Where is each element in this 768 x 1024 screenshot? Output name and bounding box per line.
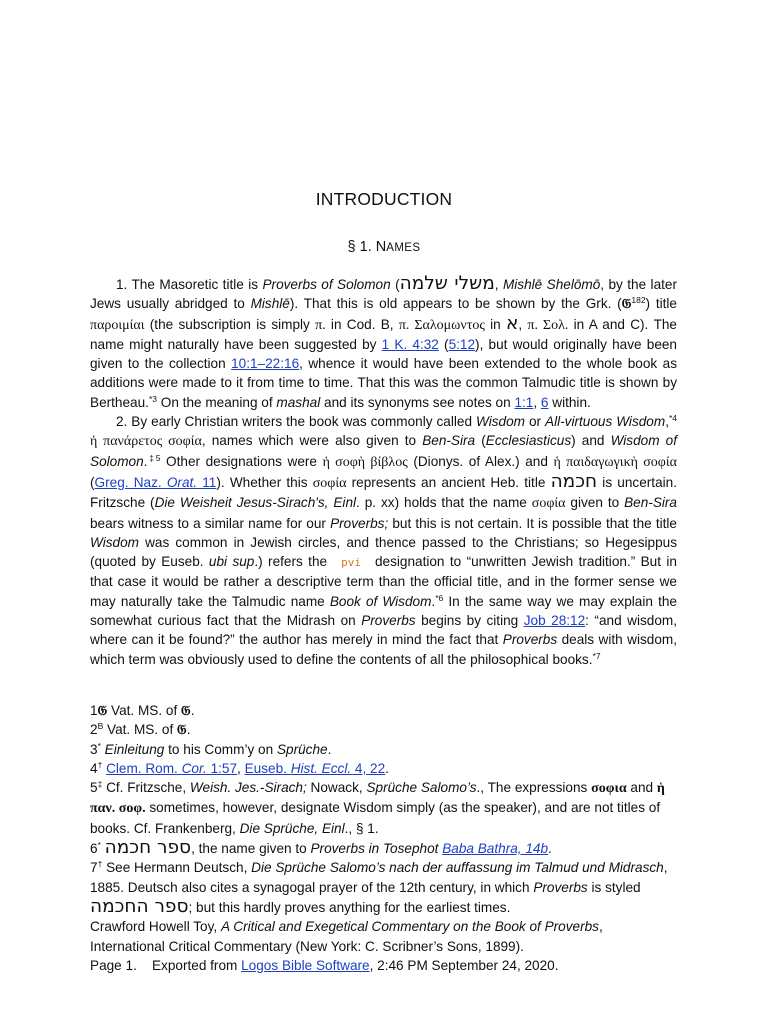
- footnote-number: 7: [90, 860, 98, 876]
- text: given to: [565, 495, 625, 511]
- text: .: [143, 453, 148, 469]
- text: , by the later Jews usually abridged to: [90, 277, 678, 312]
- greek-bold-text: ἡ παν. σοφ.: [90, 781, 665, 817]
- greek-text: ἡ σοφὴ βίβλος: [322, 454, 408, 470]
- footnote-number: 5: [90, 780, 98, 796]
- greek-text: π. Σαλομωντος: [398, 317, 485, 333]
- unrendered-glyph-marker: pvi: [341, 556, 361, 570]
- italic-text: Proverbs of Solomon: [262, 277, 391, 292]
- text: sometimes, however, designate Wisdom simply (as the speaker), and are not titles of books. Cf. Frankenberg,: [90, 800, 661, 836]
- footnote-marker: *3: [148, 393, 157, 404]
- paragraph-2: [90, 412, 677, 669]
- text: Crawford Howell Toy,: [90, 919, 221, 935]
- italic-text: Weish. Jes.-Sirach;: [189, 780, 307, 796]
- section-number: § 1.: [347, 239, 372, 255]
- link-italic-text: Baba Bathra, 14b: [442, 841, 549, 857]
- text: in A and C). The name might naturally have been suggested by: [90, 316, 677, 352]
- text: (the subscription is simply: [144, 316, 316, 332]
- scripture-link[interactable]: 6: [540, 394, 549, 410]
- text: Vat. MS. of: [103, 722, 178, 738]
- text: ,: [665, 414, 669, 430]
- link-italic-text: Cor.: [181, 760, 207, 776]
- text: Vat. MS. of: [107, 703, 182, 718]
- text: : “and wisdom, where can it be found?” the author has merely in mind the fact that: [90, 613, 677, 648]
- footnote-number: 6: [90, 841, 98, 857]
- text: , 1885. Deutsch also cites a synagogal prayer of the 12th century, in which: [90, 860, 668, 895]
- link-text: 1:57: [206, 760, 238, 776]
- greek-text: παροιμίαι: [90, 317, 145, 333]
- superscript: †: [97, 859, 103, 870]
- section-name-initial: N: [375, 239, 387, 255]
- italic-text: Proverbs: [533, 879, 588, 895]
- text: begins by citing: [415, 613, 524, 629]
- text: Nowack,: [306, 780, 367, 796]
- text: , 2:46 PM September 24, 2020.: [369, 957, 559, 973]
- footnote-marker: *4: [668, 413, 678, 424]
- footnote-number: 3: [90, 741, 98, 757]
- greek-text: π.: [315, 317, 326, 333]
- septuagint-symbol: 𝔊: [181, 703, 191, 718]
- text: .: [385, 760, 389, 776]
- text: represents an ancient Heb. title: [346, 474, 551, 490]
- septuagint-symbol: 𝔊: [97, 703, 108, 718]
- text: in Cod. B,: [325, 316, 399, 332]
- italic-text: Ecclesiasticus: [485, 433, 572, 449]
- text: On the meaning of: [157, 394, 277, 410]
- text: ,: [494, 277, 503, 292]
- superscript: 182: [631, 295, 646, 306]
- footnote-number: 2: [90, 722, 98, 738]
- hebrew-text: משלי שלמה: [399, 273, 495, 294]
- superscript: †: [97, 759, 103, 770]
- footnote-1: [90, 701, 677, 720]
- link-text: Clem. Rom.: [106, 760, 182, 776]
- text: is uncertain. Fritzsche (: [90, 474, 677, 511]
- septuagint-symbol: 𝔊: [621, 296, 632, 312]
- italic-text: Ben-Sira: [422, 433, 476, 449]
- text: .: [327, 741, 332, 757]
- logos-link[interactable]: Logos Bible Software: [241, 957, 370, 973]
- text: but this is not certain. It is possible that the title: [388, 515, 677, 531]
- text: ,: [518, 316, 528, 332]
- footnote-marker: ‡5: [147, 452, 161, 463]
- scripture-link[interactable]: 1 K. 4:32: [381, 336, 439, 352]
- italic-text: mashal: [276, 394, 321, 410]
- text: and: [626, 780, 657, 796]
- text: (: [475, 433, 486, 449]
- text: .) refers the: [254, 554, 328, 570]
- page-title: INTRODUCTION: [315, 189, 453, 209]
- text: ,: [533, 394, 541, 410]
- text: , International Critical Commentary (New York: C. Scribner’s Sons, 1899).: [90, 919, 603, 954]
- hebrew-text: ספר חכמה: [104, 837, 192, 859]
- text: or: [524, 414, 546, 430]
- italic-text: Sprüche: [276, 741, 328, 757]
- link-italic-text: Orat.: [166, 474, 198, 490]
- hebrew-text: ספר החכמה: [90, 895, 189, 917]
- footnote-7: [90, 858, 677, 917]
- italic-text: Proverbs: [502, 632, 558, 648]
- reference-link[interactable]: [245, 761, 386, 776]
- text: . p. xx) holds that the name: [356, 495, 532, 511]
- text: and its synonyms see notes on: [320, 394, 515, 410]
- link-text: 4, 22: [351, 760, 386, 776]
- text: ,: [237, 760, 245, 776]
- septuagint-symbol: 𝔊: [177, 722, 187, 738]
- text: .: [186, 722, 191, 738]
- text: within.: [548, 394, 591, 410]
- section-name-rest: AMES: [386, 242, 421, 254]
- italic-text: Proverbs in Tosephot: [310, 841, 439, 857]
- section-heading: [0, 237, 768, 258]
- greek-text: ἡ πανάρετος σοφία: [90, 434, 202, 450]
- footnote-marker: *7: [592, 650, 601, 661]
- text: (Dionys. of Alex.) and: [407, 453, 554, 469]
- italic-text: Wisdom of Solomon: [90, 433, 678, 469]
- text: .: [431, 593, 436, 609]
- footnote-marker: *6: [435, 592, 444, 603]
- footnotes: [90, 701, 677, 975]
- text: designation to “unwritten Jewish tradition.” But in that case it would be rather a descriptive term than the official title, and in the former sense we may naturally take the Talmudic name: [90, 554, 677, 609]
- superscript: *: [97, 740, 101, 751]
- reference-link[interactable]: [442, 841, 548, 856]
- italic-text: Wisdom: [476, 414, 525, 430]
- text: , names which were also given to: [201, 433, 423, 449]
- greek-text: σοφία: [531, 496, 566, 512]
- italic-text: All-virtuous Wisdom: [545, 414, 666, 430]
- text: , the name given to: [191, 841, 311, 857]
- text: Other designations were: [160, 453, 323, 469]
- scripture-link[interactable]: 5:12: [448, 336, 476, 352]
- greek-text: π. Σολ.: [527, 317, 569, 333]
- text: .: [190, 703, 195, 718]
- export-footer: [90, 956, 677, 975]
- footnote-4: [90, 759, 677, 778]
- italic-text: Proverbs: [361, 613, 416, 629]
- italic-text: Einleitung: [104, 741, 165, 757]
- greek-bold-text: σοφια: [591, 781, 627, 797]
- text: ) title: [645, 296, 677, 312]
- text: is styled: [587, 879, 641, 895]
- italic-text: Wisdom: [90, 534, 139, 550]
- text: (: [390, 277, 400, 292]
- greek-text: σοφία: [312, 475, 347, 491]
- text: ). That this is old appears to be shown by the Grk. (: [289, 296, 622, 312]
- text: to his Comm’y on: [164, 741, 277, 757]
- link-text: Greg. Naz.: [94, 474, 167, 490]
- italic-text: Mishlē Shelōmō: [502, 277, 601, 292]
- text: ., § 1.: [344, 820, 379, 836]
- text: ) and: [571, 433, 611, 449]
- italic-text: Die Sprüche Salomo’s nach der auffassung im Talmud und Midrasch: [251, 860, 664, 876]
- text: ), but would originally have been given to the collection: [90, 336, 677, 372]
- scripture-link[interactable]: Job 28:12: [523, 613, 586, 629]
- text: .: [548, 841, 552, 857]
- superscript: ‡: [97, 779, 103, 790]
- italic-text: Ben-Sira: [624, 495, 677, 511]
- body-text: [90, 274, 677, 669]
- footnote-3: [90, 740, 677, 759]
- italic-text: ubi sup: [208, 554, 255, 570]
- footnote-number: 1: [90, 703, 98, 718]
- link-text: Euseb.: [244, 760, 291, 776]
- text: 2. By early Christian writers the book was commonly called: [116, 414, 476, 430]
- text: , whence it would have been extended to the whole book as additions were made to it from time to time. That this was the common Talmudic title is shown by Bertheau.: [90, 356, 678, 410]
- italic-text: Mishlē: [250, 296, 290, 312]
- text: (: [438, 336, 449, 352]
- aleph-symbol: א: [505, 312, 519, 334]
- reference-link[interactable]: [95, 475, 217, 490]
- text: deals with wisdom, which term was obviously used to define the contents of all the philosophical books.: [90, 632, 678, 667]
- superscript: *: [97, 840, 101, 851]
- footnote-5: [90, 778, 677, 838]
- text: bears witness to a similar name for our: [90, 515, 331, 531]
- italic-text: Die Sprüche, Einl: [239, 820, 345, 836]
- greek-text: ἡ παιδαγωγικὴ σοφία: [553, 454, 677, 470]
- reference-link[interactable]: [106, 761, 237, 776]
- italic-text: Sprüche Salomo’s: [366, 780, 477, 796]
- italic-text: A Critical and Exegetical Commentary on the Book of Proverbs: [220, 919, 599, 935]
- text: ., The expressions: [476, 780, 592, 796]
- scripture-link[interactable]: 10:1–22:16: [231, 356, 300, 372]
- italic-text: Proverbs;: [330, 515, 389, 531]
- text: in: [484, 316, 506, 332]
- footnote-number: 4: [90, 760, 98, 776]
- paragraph-1: [90, 274, 677, 412]
- text: In the same way we may explain the somewhat curious fact that the Midrash on: [90, 593, 677, 629]
- footnote-6: [90, 838, 677, 858]
- text: See Hermann Deutsch,: [102, 860, 252, 876]
- superscript: B: [97, 721, 104, 732]
- link-text: 11: [197, 474, 217, 490]
- text: (: [90, 474, 95, 490]
- text: was common in Jewish circles, and thence passed to the Christians; so Hegesippus (quoted by Euseb.: [90, 534, 677, 570]
- scripture-link[interactable]: 1:1: [514, 394, 534, 410]
- link-italic-text: Hist. Eccl.: [290, 760, 352, 776]
- citation: [90, 917, 677, 956]
- footnote-2: [90, 720, 677, 739]
- italic-text: Book of Wisdom: [329, 593, 432, 609]
- hebrew-text: חכמה: [550, 470, 598, 492]
- text: 1. The Masoretic title is: [116, 277, 263, 292]
- italic-text: Die Weisheit Jesus-Sirach's, Einl: [154, 495, 357, 511]
- text: Cf. Fritzsche,: [102, 780, 190, 796]
- text: ). Whether this: [216, 474, 313, 490]
- text: Page 1. Exported from: [90, 957, 242, 973]
- text: ; but this hardly proves anything for the earliest times.: [188, 899, 511, 915]
